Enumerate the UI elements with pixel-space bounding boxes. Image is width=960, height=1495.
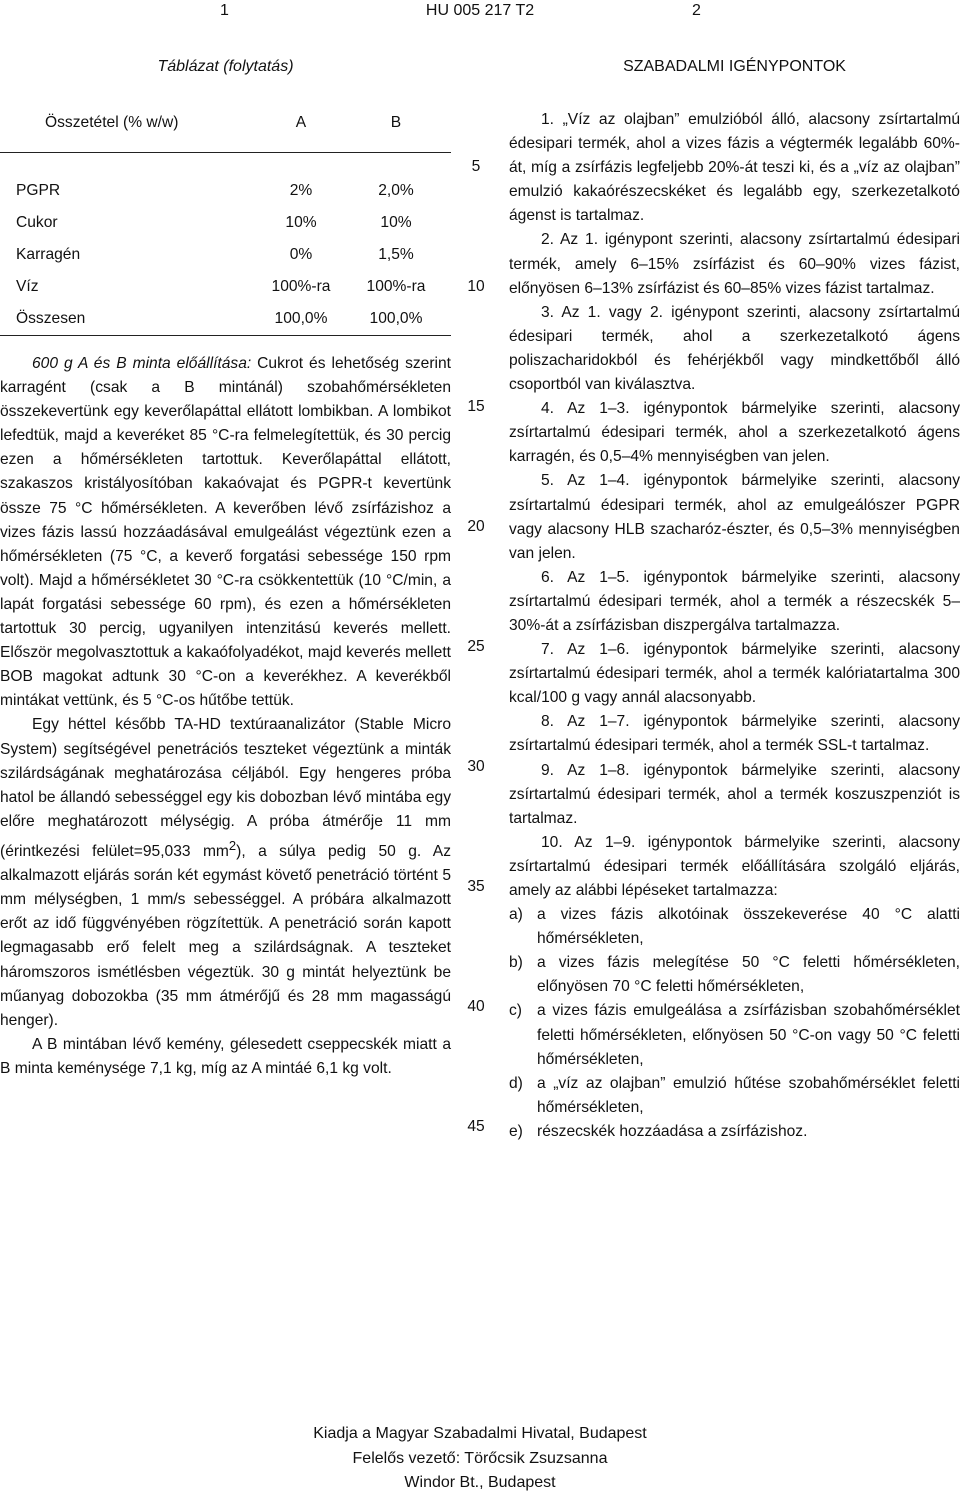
table-cell: 100%-ra <box>271 278 331 295</box>
step-text: a „víz az olajban” emulzió hűtése szobahőmérséklet feletti hőmérsékleten, <box>537 1074 960 1116</box>
responsible-line: Felelős vezető: Törőcsik Zsuzsanna <box>352 1450 608 1467</box>
claim-2: 2. Az 1. igénypont szerinti, alacsony zsírtartalmú édesipari termék, amely 6–15% zsírfázist és 60–90% vizes fázist, előnyösen 6–13% zsírfázist és 60–85% vizes fázist tartalmaz. <box>509 231 960 297</box>
process-step <box>509 1120 960 1144</box>
table-cell: 100,0% <box>274 310 328 327</box>
publisher-line: Kiadja a Magyar Szabadalmi Hivatal, Budapest <box>313 1425 647 1442</box>
paragraph-text: ), a súlya pedig 50 g. Az alkalmazott eljárás során két egymást követő penetráció történt 5 mm mélységben, 1 mm/s sebességgel. A próbára alkalmazott erőt az idő függvényében rögzítettük. A penetráció során kapott legmagasabb erő felelt meg a szilárdságnak. A teszteket háromszoros ismétlésben végeztük. 30 g mintát helyeztünk be műanyag dobozokba (35 mm átmérőjű és 28 mm magasságú henger). <box>0 843 451 1029</box>
table-row <box>0 207 451 239</box>
process-step <box>509 1072 960 1120</box>
paragraph-sample-prep <box>0 352 451 713</box>
claim-3: 3. Az 1. vagy 2. igénypont szerinti, alacsony zsírtartalmú édesipari termék, ahol a szerkezetalkotó ágens poliszacharidokból és fehérjékből vagy mindkettőből álló csoportból van kiválasztva. <box>509 303 960 394</box>
process-step <box>509 951 960 999</box>
step-label: d) <box>509 1074 523 1092</box>
table-cell: Cukor <box>16 214 58 231</box>
line-number: 40 <box>467 998 485 1015</box>
line-number: 10 <box>467 278 485 295</box>
table-cell: Víz <box>16 278 39 295</box>
claim-4: 4. Az 1–3. igénypontok bármelyike szerinti, alacsony zsírtartalmú édesipari termék, ahol a szerkezetalkotó ágens karragén, és 0,5–4% mennyiségben van jelen. <box>509 400 960 466</box>
claims-column <box>509 58 960 1144</box>
step-text: a vizes fázis emulgeálása a zsírfázisban szobahőmérséklet feletti hőmérsékleten, előnyösen 50 °C-on vagy 50 °C feletti hőmérsékleten, <box>537 1002 960 1068</box>
page-number-left: 1 <box>220 2 229 19</box>
line-number: 30 <box>467 758 485 775</box>
claim-10: 10. Az 1–9. igénypontok bármelyike szerinti, alacsony zsírtartalmú édesipari termék előállítására szolgáló eljárás, amely az alábbi lépéseket tartalmazza: <box>509 833 960 899</box>
claim-1: 1. „Víz az olajban” emulzióból álló, alacsony zsírtartalmú édesipari termék, ahol a vizes fázis a végtermék legalább 60%-át, míg a zsírfázis legfeljebb 20%-át teszi ki, és a „víz az olajban” emulzió kakaórészecskéket és legalább egy, szerkezetalkotó ágenst is tartalmaz. <box>509 111 960 225</box>
claim-6: 6. Az 1–5. igénypontok bármelyike szerinti, alacsony zsírtartalmú édesipari termék, ahol a termék a részecskék 5–30%-át a zsírfázisban diszpergálva tartalmazza. <box>509 568 960 634</box>
patent-number: HU 005 217 T2 <box>425 2 535 19</box>
line-number: 35 <box>467 878 485 895</box>
paragraph-text: Cukrot és lehetőség szerint karragént (csak a B mintánál) szobahőmérsékleten összekevertünk egy keverőlapáttal ellátott lombikban. A lombikot lefedtük, majd a keveréket 85 °C-ra felmelegítettük, és 30 percig ezen a hőmérsékleten tartottuk. Keverőlapáttal ellátott, szakaszos kristályosítóban kakaóvajat és PGPR-t kevertünk össze 75 °C hőmérsékleten. A keverőben lévő zsírfázishoz a vizes fázis lassú hozzáadásával emulgeálást végeztünk ezen a hőmérsékleten (75 °C, a keverő forgatási sebessége 150 rpm volt). Majd a hőmérsékletet 30 °C-ra csökkentettük (10 °C/min, a lapát forgatási sebessége 60 rpm), és ezen a hőmérsékleten tartottuk 30 percig, ugyanilyen intenzitású keverés mellett. Először megolvasztottuk a kakaófolyadékot, majd keverés mellett BOB magokat adtunk 30 °C-on a keverékhez. A keverékből mintákat vettünk, és 5 °C-os hűtőbe tettük. <box>0 355 451 710</box>
table-caption: Táblázat (folytatás) <box>157 58 294 75</box>
table-header: A <box>295 114 307 131</box>
step-label: e) <box>509 1122 523 1140</box>
table-cell: Karragén <box>16 246 81 263</box>
step-text: a vizes fázis alkotóinak összekeverése 40 °C alatti hőmérsékleten, <box>537 906 960 948</box>
table-cell: 100%-ra <box>366 278 426 295</box>
step-label: c) <box>509 1002 522 1020</box>
paragraph-result: A B mintában lévő kemény, gélesedett cseppecskék miatt a B minta keménysége 7,1 kg, míg az A mintáé 6,1 kg volt. <box>0 1035 451 1077</box>
superscript: 2 <box>228 837 237 853</box>
step-text: a vizes fázis melegítése 50 °C feletti hőmérsékleten, előnyösen 70 °C feletti hőmérsékleten, <box>537 954 960 996</box>
step-label: a) <box>509 906 523 924</box>
table-cell: 10% <box>380 214 412 231</box>
claim-7: 7. Az 1–6. igénypontok bármelyike szerinti, alacsony zsírtartalmú édesipari termék, ahol a termék kalóriatartalma 300 kcal/100 g vagy annál alacsonyabb. <box>509 641 960 707</box>
table-cell: 100,0% <box>369 310 423 327</box>
table-cell: 0% <box>289 246 313 263</box>
left-column <box>0 58 451 1081</box>
composition-table <box>0 108 451 352</box>
table-rule <box>0 153 451 176</box>
table-rule <box>0 336 451 353</box>
step-label: b) <box>509 954 523 972</box>
table-header: Összetétel (% w/w) <box>45 114 179 131</box>
table-row <box>0 303 451 336</box>
process-step <box>509 903 960 951</box>
table-cell: 2% <box>289 182 313 199</box>
table-header-row <box>0 108 451 153</box>
table-cell: 2,0% <box>378 182 414 199</box>
table-row <box>0 239 451 271</box>
paragraph-lead-italic: 600 g A és B minta előállítása: <box>32 355 252 372</box>
line-number: 15 <box>467 398 485 415</box>
table-header: B <box>390 114 402 131</box>
table-row <box>0 271 451 303</box>
table-cell: 1,5% <box>378 246 414 263</box>
claim-9: 9. Az 1–8. igénypontok bármelyike szerinti, alacsony zsírtartalmú édesipari termék, ahol a termék koszuszpenziót is tartalmaz. <box>509 761 960 827</box>
process-step <box>509 999 960 1071</box>
printer-line: Windor Bt., Budapest <box>404 1474 556 1491</box>
step-text: részecskék hozzáadása a zsírfázishoz. <box>537 1122 808 1140</box>
line-number: 25 <box>467 638 485 655</box>
claim-8: 8. Az 1–7. igénypontok bármelyike szerinti, alacsony zsírtartalmú édesipari termék, ahol a termék SSL-t tartalmaz. <box>509 713 960 755</box>
line-number: 45 <box>467 1118 485 1135</box>
process-steps <box>509 903 960 1144</box>
table-cell: Összesen <box>16 310 86 327</box>
paragraph-text: Egy héttel később TA-HD textúraanalizátor (Stable Micro System) segítségével penetrációs teszteket végeztünk a minták szilárdságának meghatározása céljából. Egy hengeres próba hatol be állandó sebességgel egy kis dobozban lévő mintába egy előre meghatározott mélységig. A próba átmérője 11 mm (érintkezési felület=95,033 mm <box>0 716 451 861</box>
paragraph-penetration-test <box>0 713 451 1032</box>
table-cell: PGPR <box>16 182 61 199</box>
page-number-right: 2 <box>692 2 701 19</box>
claim-5: 5. Az 1–4. igénypontok bármelyike szerinti, alacsony zsírtartalmú édesipari termék, ahol az emulgeálószer PGPR vagy alacsony HLB szacharóz-észter, és 0,5–3% mennyiségben van jelen. <box>509 472 960 562</box>
line-number: 5 <box>471 158 481 175</box>
line-number: 20 <box>467 518 485 535</box>
table-cell: 10% <box>285 214 317 231</box>
claims-title: SZABADALMI IGÉNYPONTOK <box>623 58 846 75</box>
table-row <box>0 175 451 207</box>
